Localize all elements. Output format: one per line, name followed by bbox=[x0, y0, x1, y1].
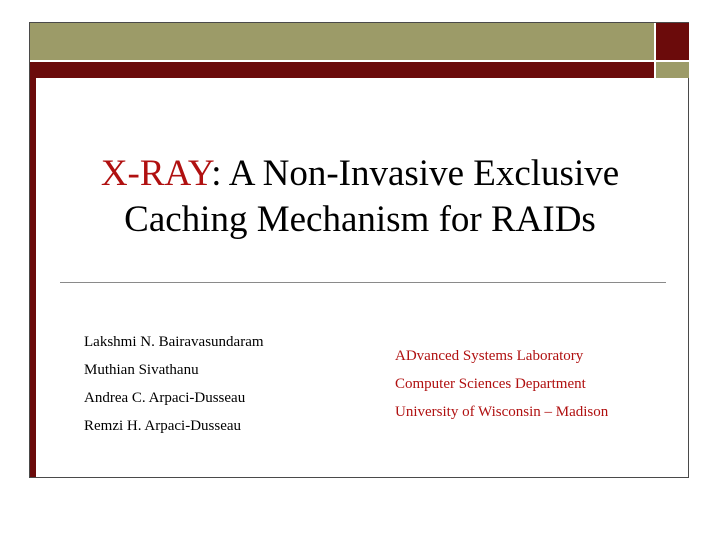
affiliation-item: University of Wisconsin – Madison bbox=[395, 404, 609, 420]
author-item: Andrea C. Arpaci-Dusseau bbox=[84, 390, 246, 406]
header-divider-vertical bbox=[654, 23, 656, 78]
header-maroon-bar bbox=[30, 61, 655, 78]
author-list bbox=[84, 328, 264, 440]
affiliation-item: ADvanced Systems Laboratory bbox=[395, 348, 584, 364]
title-accent: X-RAY bbox=[100, 153, 212, 194]
title-line1-rest: : A Non-Invasive Exclusive bbox=[211, 153, 620, 194]
affiliation-item: Computer Sciences Department bbox=[395, 376, 586, 392]
author-item: Muthian Sivathanu bbox=[84, 362, 199, 378]
affiliation-list bbox=[395, 342, 608, 426]
author-item: Remzi H. Arpaci-Dusseau bbox=[84, 418, 242, 434]
slide-title bbox=[60, 151, 660, 243]
header-maroon-square bbox=[656, 23, 689, 61]
header-olive-bar bbox=[30, 23, 655, 61]
title-rule bbox=[60, 282, 666, 283]
left-accent-stripe bbox=[30, 78, 36, 477]
header-divider-horizontal bbox=[30, 60, 689, 62]
title-line2: Caching Mechanism for RAIDs bbox=[124, 199, 596, 240]
author-item: Lakshmi N. Bairavasundaram bbox=[84, 334, 264, 350]
header-olive-square bbox=[656, 61, 689, 78]
